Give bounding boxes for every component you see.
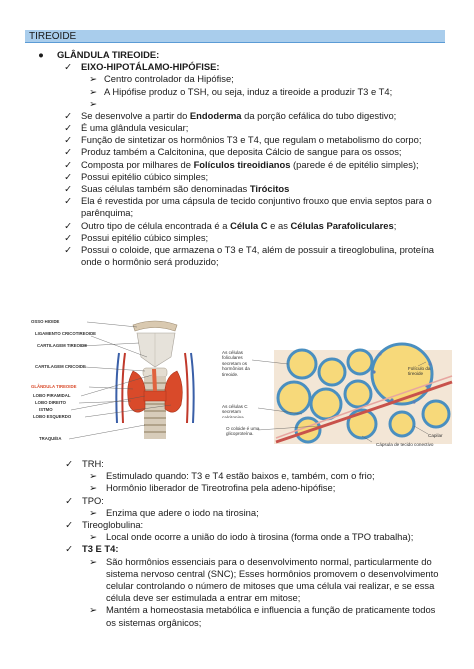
list-item: [36, 61, 456, 73]
check-icon: ✓: [64, 134, 72, 146]
tg-heading: Tireoglobulina:: [82, 519, 144, 531]
follicle-cluster-icon: [274, 344, 452, 444]
trh-text: Estimulado quando: T3 e T4 estão baixos e, também, com o frio;: [106, 470, 375, 482]
trh-text: Hormônio liberador de Tireotrofina pela adeno-hipófise;: [106, 482, 336, 494]
fact-bold: Tirócitos: [249, 183, 290, 195]
fact-text: (parede é de epitélio simples);: [290, 158, 419, 170]
arrow-bullet-icon: ➢: [89, 531, 97, 543]
axis-item: A Hipófise produz o TSH, ou seja, induz a tireoide a produzir T3 e T4;: [104, 85, 393, 97]
t3t4-heading: T3 E T4:: [82, 543, 119, 555]
arrow-bullet-icon: ➢: [89, 470, 97, 482]
list-item: [36, 171, 456, 183]
label-isthmus: ISTMO: [39, 407, 53, 412]
list-item-continued: [36, 207, 456, 219]
check-icon: ✓: [64, 158, 72, 170]
list-item: [36, 110, 456, 122]
check-icon: ✓: [64, 219, 72, 231]
list-item: [36, 159, 456, 171]
check-icon: ✓: [64, 231, 72, 243]
hormones-section: [63, 458, 458, 629]
list-item-continued: [36, 256, 456, 268]
fact-bold: Célula C: [230, 219, 268, 231]
fact-text: da porção cefálica do tubo digestivo;: [241, 109, 397, 121]
label-cricothyroid-ligament: LIGAMENTO CRICOTIREOIDE: [35, 331, 97, 336]
label-capillary: Capilar: [428, 433, 443, 438]
thyroid-follicle-figure: [222, 342, 454, 447]
arrow-bullet-icon: ➢: [89, 85, 97, 97]
list-item: [36, 122, 456, 134]
fact-text: ;: [393, 219, 397, 231]
list-item: [36, 73, 456, 85]
label-cricoid-cartilage: CARTILAGEM CRICOIDE: [35, 364, 86, 369]
arrow-bullet-icon: ➢: [89, 482, 97, 494]
section-heading: GLÂNDULA TIREOIDE:: [57, 49, 160, 60]
list-item: [36, 98, 456, 110]
list-item: [63, 482, 458, 494]
check-icon: ✓: [64, 195, 72, 207]
fact-text: Outro tipo de célula encontrada é a: [81, 219, 231, 231]
label-thyroid-gland: GLÂNDULA TIREOIDE: [31, 384, 77, 389]
fact-text: Suas células também são denominadas: [81, 183, 250, 195]
fact-text: Ela é revestida por uma cápsula de tecido conjuntivo frouxo que envia septos para o: [81, 195, 432, 207]
list-item: [63, 519, 458, 531]
t3t4-text: sistema nervoso central (SNC); Esses hormônios promovem o desenvolvimento: [106, 567, 439, 579]
fact-text: onde o hormônio será produzido;: [81, 256, 219, 268]
label-follicle: Folículo da tireoide: [408, 366, 431, 377]
check-icon: ✓: [65, 543, 73, 555]
list-item: [63, 531, 458, 543]
label-hyoid: OSSO HIOIDE: [31, 319, 60, 324]
check-icon: ✓: [64, 170, 72, 182]
fact-text: Possui o coloide, que armazena o T3 e T4, além de possuir a tireoglobulina, proteína: [81, 244, 434, 256]
fact-text: Composta por milhares de: [81, 158, 194, 170]
check-icon: ✓: [64, 61, 72, 73]
list-item: [36, 220, 456, 232]
list-item: [36, 49, 456, 61]
check-icon: ✓: [64, 109, 72, 121]
fact-text: É uma glândula vesicular;: [81, 122, 189, 134]
fact-text: e as: [267, 219, 291, 231]
fact-text: Se desenvolve a partir do: [81, 109, 190, 121]
label-pyramidal-lobe: LOBO PIRAMIDAL: [33, 393, 71, 398]
axis-item: Centro controlador da Hipófise;: [104, 73, 234, 85]
label-trachea: TRAQUÉIA: [39, 436, 62, 441]
fact-text: parênquima;: [81, 207, 134, 219]
list-item: [36, 232, 456, 244]
list-item: [63, 458, 458, 470]
arrow-bullet-icon: ➢: [89, 506, 97, 518]
list-item-continued: [63, 568, 458, 580]
t3t4-text: célula deve ser estimulada a entrar em mitose;: [106, 592, 301, 604]
list-item: [63, 543, 458, 555]
check-icon: ✓: [64, 122, 72, 134]
list-item: [36, 195, 456, 207]
fact-bold: Endoderma: [189, 109, 242, 121]
check-icon: ✓: [64, 183, 72, 195]
t3t4-text: Mantém a homeostasia metabólica e influencia a função de praticamente todos: [106, 604, 436, 616]
page-title: TIREOIDE: [25, 30, 445, 43]
fact-text: Possui epitélio cúbico simples;: [81, 170, 209, 182]
list-item: [36, 146, 456, 158]
label-c-cells: As células C secretam calcitonina.: [222, 404, 248, 418]
list-item-continued: [63, 592, 458, 604]
check-icon: ✓: [65, 494, 73, 506]
t3t4-text: os sistemas orgânicos;: [106, 616, 202, 628]
check-icon: ✓: [64, 244, 72, 256]
t3t4-text: São hormônios essenciais para o desenvolvimento normal, particularmente do: [106, 555, 432, 567]
t3t4-text: celular controlando o número de mitoses que uma célula vai realizar, e se essa: [106, 580, 435, 592]
thyroid-anatomy-figure: [25, 313, 205, 448]
tpo-heading: TPO:: [82, 494, 104, 506]
fact-bold: Folículos tireoidianos: [193, 158, 291, 170]
list-item: [36, 134, 456, 146]
fact-text: Possui epitélio cúbico simples;: [81, 231, 209, 243]
list-item-continued: [63, 580, 458, 592]
check-icon: ✓: [65, 458, 73, 469]
axis-heading: EIXO-HIPOTÁLAMO-HIPÓFISE:: [81, 61, 220, 73]
list-item: [63, 495, 458, 507]
list-item: [63, 556, 458, 568]
check-icon: ✓: [65, 519, 73, 531]
tpo-text: Enzima que adere o iodo na tirosina;: [106, 506, 259, 518]
label-right-lobe: LOBO DIREITO: [35, 400, 66, 405]
label-follicular-cells: As células foliculares secretam os hormônios da tireoide.: [222, 350, 250, 377]
list-item: [36, 244, 456, 256]
list-item: [36, 86, 456, 98]
gland-section: [36, 49, 456, 268]
trh-heading: TRH:: [82, 458, 104, 469]
arrow-bullet-icon: ➢: [89, 604, 97, 616]
label-left-lobe: LOBO ESQUERDO: [33, 414, 72, 419]
arrow-bullet-icon: ➢: [89, 97, 97, 109]
fact-text: Produz também a Calcitonina, que deposita Cálcio de sangue para os ossos;: [81, 146, 402, 158]
list-item: [63, 507, 458, 519]
list-item-continued: [63, 617, 458, 629]
arrow-bullet-icon: ➢: [89, 555, 97, 567]
check-icon: ✓: [64, 146, 72, 158]
disc-bullet-icon: ●: [38, 49, 44, 60]
list-item: [63, 470, 458, 482]
label-capsule: Cápsula de tecido conectivo: [376, 442, 434, 447]
label-thyroid-cartilage: CARTILAGEM TIREOIDE: [37, 343, 88, 348]
list-item: [36, 183, 456, 195]
tg-text: Local onde ocorre a união do iodo à tirosina (forma onde a TPO trabalha);: [106, 531, 414, 543]
fact-text: Função de sintetizar os hormônios T3 e T4, que regulam o metabolismo do corpo;: [81, 134, 422, 146]
label-colloid: O coloide é uma glicoproteína.: [226, 426, 260, 437]
fact-bold: Células Parafoliculares: [290, 219, 394, 231]
list-item: [63, 604, 458, 616]
arrow-bullet-icon: ➢: [89, 73, 97, 85]
